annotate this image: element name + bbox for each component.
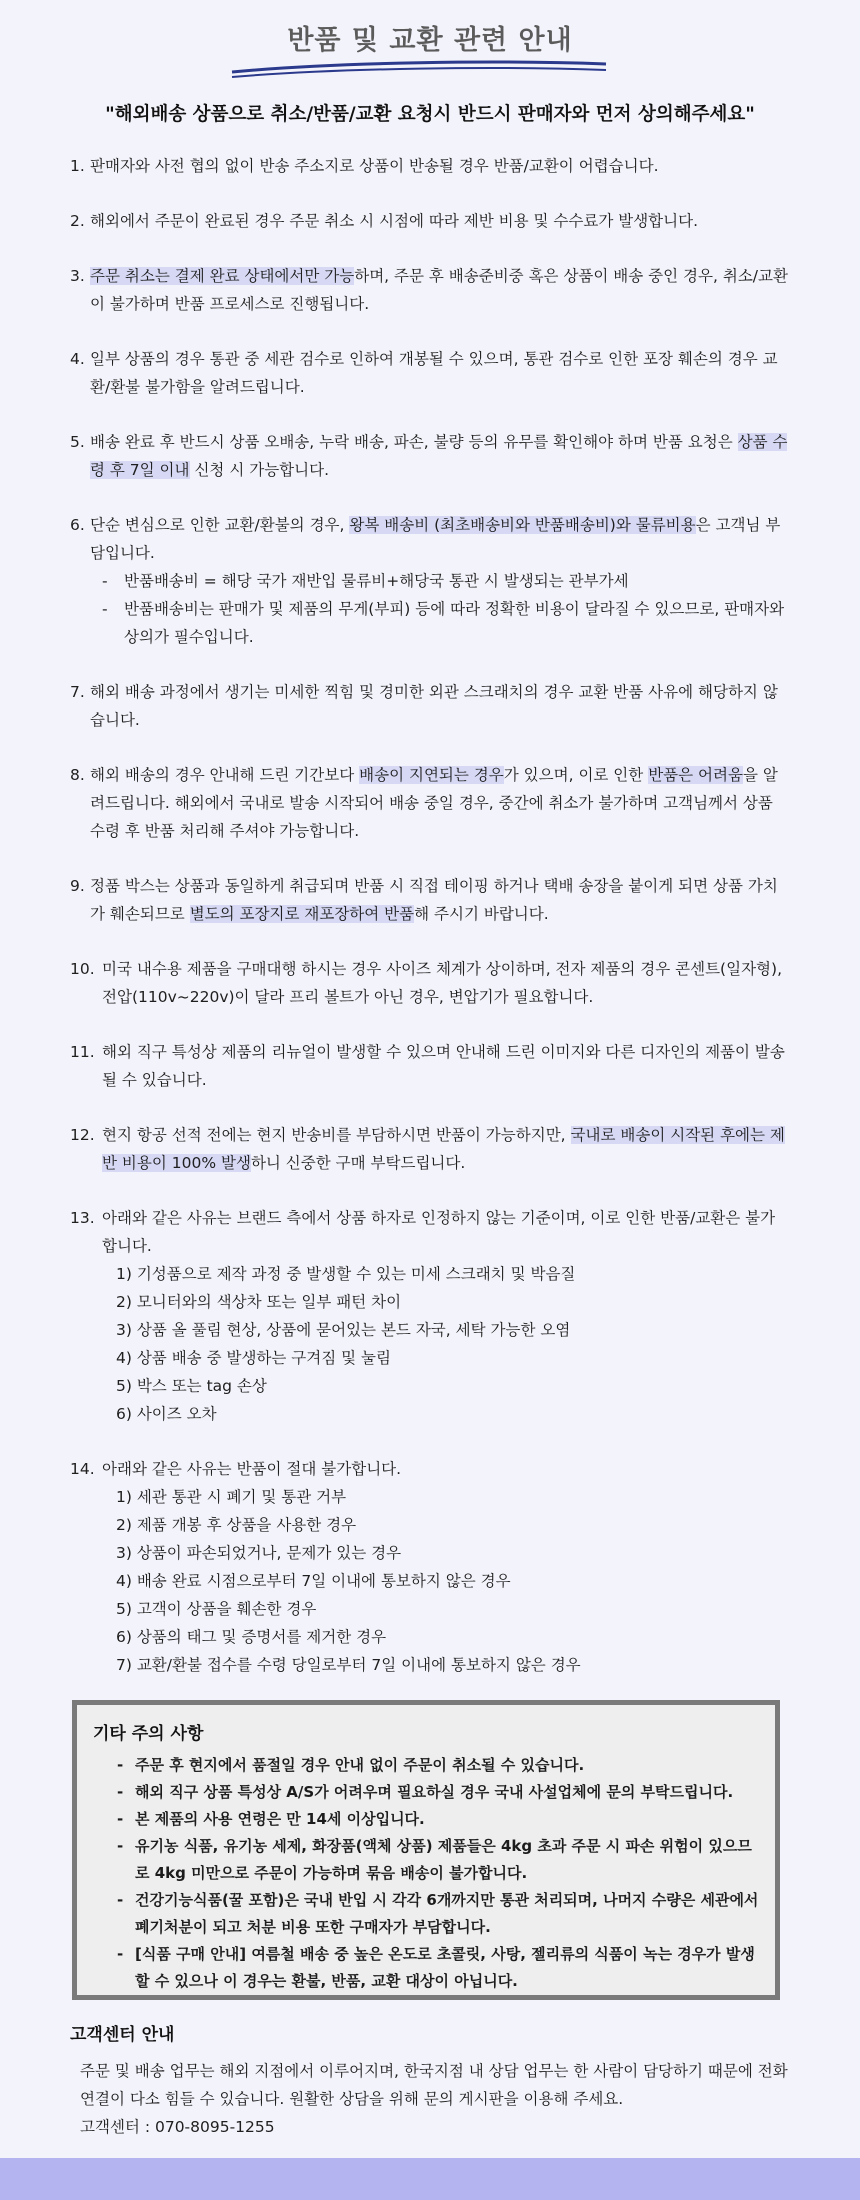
list-item [70, 1038, 790, 1094]
sub-item: 7) 교환/환불 접수를 수령 당일로부터 7일 이내에 통보하지 않은 경우 [116, 1656, 581, 1674]
highlighted-text: 반품은 어려움 [648, 766, 743, 784]
dash-item: - 반품배송비 = 해당 국가 재반입 물류비+해당국 통관 시 발생되는 관부가세 [102, 572, 629, 590]
item-text: 해외 배송 과정에서 생기는 미세한 찍힘 및 경미한 외관 스크래치의 경우 교환 반품 사유에 해당하지 않습니다. [90, 683, 778, 729]
caution-text: 주문 후 현지에서 품절일 경우 안내 없이 주문이 취소될 수 있습니다. [135, 1756, 585, 1774]
caution-item: - 주문 후 현지에서 품절일 경우 안내 없이 주문이 취소될 수 있습니다. [117, 1756, 585, 1774]
caution-item: - [식품 구매 안내] 여름철 배송 중 높은 온도로 초콜릿, 사탕, 젤리류의 식품이 녹는 경우가 발생할 수 있으나 이 경우는 환불, 반품, 교환 대상이 아닙니다. [117, 1945, 755, 1990]
item-number: 13. [70, 1209, 95, 1227]
page-title: 반품 및 교환 관련 안내 [287, 25, 573, 56]
caution-text: [식품 구매 안내] 여름철 배송 중 높은 온도로 초콜릿, 사탕, 젤리류의 식품이 녹는 경우가 발생할 수 있으나 이 경우는 환불, 반품, 교환 대상이 아닙니다. [135, 1945, 755, 1990]
item-text: 정품 박스는 상품과 동일하게 취급되며 반품 시 직접 테이핑 하거나 택배 송장을 붙이게 되면 상품 가치가 훼손되므로 [90, 877, 778, 923]
list-item [70, 1455, 790, 1679]
dash-text: 반품배송비 = 해당 국가 재반입 물류비+해당국 통관 시 발생되는 관부가세 [124, 572, 629, 590]
item-number: 9. [70, 877, 85, 895]
footer-bar [0, 2158, 860, 2200]
dash-text: 반품배송비는 판매가 및 제품의 무게(부피) 등에 따라 정확한 비용이 달라질 수 있으므로, 판매자와 상의가 필수입니다. [124, 600, 785, 646]
caution-text: 해외 직구 상품 특성상 A/S가 어려우며 필요하실 경우 국내 사설업체에 문의 부탁드립니다. [135, 1783, 734, 1801]
item-number: 6. [70, 516, 85, 534]
highlighted-text: 별도의 포장지로 재포장하여 반품 [189, 905, 415, 923]
cs-phone: 고객센터 : 070-8095-1255 [80, 2118, 275, 2136]
item-number: 8. [70, 766, 85, 784]
customer-center [70, 2020, 800, 2141]
list-item [70, 1121, 790, 1177]
title-underline [0, 0, 860, 90]
subtitle: "해외배송 상품으로 취소/반품/교환 요청시 반드시 판매자와 먼저 상의해주세요" [105, 104, 755, 125]
list-item [70, 678, 790, 734]
highlighted-text: 상품 수령 후 7일 이내 [90, 433, 788, 479]
dash-item: - 반품배송비는 판매가 및 제품의 무게(부피) 등에 따라 정확한 비용이 달라질 수 있으므로, 판매자와 상의가 필수입니다. [102, 600, 785, 646]
list-item [70, 345, 790, 401]
sub-item: 5) 고객이 상품을 훼손한 경우 [116, 1600, 317, 1618]
caution-item: - 유기농 식품, 유기농 세제, 화장품(액체 상품) 제품들은 4kg 초과 주문 시 파손 위험이 있으므로 4kg 미만으로 주문이 가능하며 묶음 배송이 불가합니다. [117, 1837, 752, 1882]
cs-body [70, 2057, 800, 2141]
item-text: 을 알려드립니다. 해외에서 국내로 발송 시작되어 배송 중일 경우, 중간에 취소가 불가하며 고객님께서 상품 수령 후 반품 처리해 주셔야 가능합니다. [90, 766, 778, 840]
item-text: 가 있으며, 이로 인한 [503, 766, 649, 784]
item-text: 은 고객님 부담입니다. [90, 516, 781, 562]
item-number: 11. [70, 1043, 95, 1061]
list-item [70, 207, 790, 235]
list-item [70, 511, 790, 651]
caution-text: 본 제품의 사용 연령은 만 14세 이상입니다. [135, 1810, 425, 1828]
item-number: 10. [70, 960, 95, 978]
sub-item: 3) 상품 올 풀림 현상, 상품에 묻어있는 본드 자국, 세탁 가능한 오염 [116, 1321, 571, 1339]
item-number: 1. [70, 157, 85, 175]
caution-box [72, 1700, 780, 2000]
caution-text: 유기농 식품, 유기농 세제, 화장품(액체 상품) 제품들은 4kg 초과 주문 시 파손 위험이 있으므로 4kg 미만으로 주문이 가능하며 묶음 배송이 불가합니다. [135, 1837, 752, 1882]
sub-item: 5) 박스 또는 tag 손상 [116, 1377, 267, 1395]
sub-item: 1) 기성품으로 제작 과정 중 발생할 수 있는 미세 스크래치 및 박음질 [116, 1265, 576, 1283]
highlighted-text: 주문 취소는 결제 완료 상태에서만 가능 [90, 267, 355, 285]
item-text: 판매자와 사전 협의 없이 반송 주소지로 상품이 반송될 경우 반품/교환이 어렵습니다. [90, 157, 659, 175]
item-text: 하니 신중한 구매 부탁드립니다. [250, 1154, 466, 1172]
item-number: 14. [70, 1460, 95, 1478]
sub-item: 6) 상품의 태그 및 증명서를 제거한 경우 [116, 1628, 387, 1646]
item-number: 3. [70, 267, 85, 285]
item-text: 신청 시 가능합니다. [189, 461, 330, 479]
sub-item: 2) 제품 개봉 후 상품을 사용한 경우 [116, 1516, 357, 1534]
list-item [70, 1204, 790, 1428]
item-text: 해외에서 주문이 완료된 경우 주문 취소 시 시점에 따라 제반 비용 및 수수료가 발생합니다. [90, 212, 699, 230]
item-text: 해 주시기 바랍니다. [414, 905, 549, 923]
list-item [70, 761, 790, 845]
item-text: 현지 항공 선적 전에는 현지 반송비를 부담하시면 반품이 가능하지만, [102, 1126, 571, 1144]
item-number: 12. [70, 1126, 95, 1144]
highlighted-text: 배송이 지연되는 경우 [359, 766, 504, 784]
highlighted-text: 왕복 배송비 (최초배송비와 반품배송비)와 물류비용 [349, 516, 696, 534]
item-text: 해외 직구 특성상 제품의 리뉴얼이 발생할 수 있으며 안내해 드린 이미지와 다른 디자인의 제품이 발송될 수 있습니다. [102, 1043, 785, 1089]
item-text: 일부 상품의 경우 통관 중 세관 검수로 인하여 개봉될 수 있으며, 통관 검수로 인한 포장 훼손의 경우 교환/환불 불가함을 알려드립니다. [90, 350, 778, 396]
sub-item: 1) 세관 통관 시 폐기 및 통관 거부 [116, 1488, 347, 1506]
item-number: 4. [70, 350, 85, 368]
sub-item: 2) 모니터와의 색상차 또는 일부 패턴 차이 [116, 1293, 402, 1311]
item-text: 하며, 주문 후 배송준비중 혹은 상품이 배송 중인 경우, 취소/교환이 불가하며 반품 프로세스로 진행됩니다. [90, 267, 788, 313]
item-text: 해외 배송의 경우 안내해 드린 기간보다 [90, 766, 360, 784]
list-item [70, 872, 790, 928]
caution-item: - 본 제품의 사용 연령은 만 14세 이상입니다. [117, 1810, 425, 1828]
list-item [70, 152, 790, 180]
item-text: 미국 내수용 제품을 구매대행 하시는 경우 사이즈 체계가 상이하며, 전자 제품의 경우 콘센트(일자형), 전압(110v~220v)이 달라 프리 볼트가 아닌 경우, 변압기가 필요합니다. [102, 960, 782, 1006]
list-item [70, 428, 790, 484]
item-number: 7. [70, 683, 85, 701]
sub-item: 3) 상품이 파손되었거나, 문제가 있는 경우 [116, 1544, 402, 1562]
item-number: 2. [70, 212, 85, 230]
list-item [70, 262, 790, 318]
item-text: 아래와 같은 사유는 반품이 절대 불가합니다. [102, 1460, 402, 1478]
item-text: 배송 완료 후 반드시 상품 오배송, 누락 배송, 파손, 불량 등의 유무를 확인해야 하며 반품 요청은 [90, 433, 738, 451]
item-text: 단순 변심으로 인한 교환/환불의 경우, [90, 516, 350, 534]
caution-item: - 해외 직구 상품 특성상 A/S가 어려우며 필요하실 경우 국내 사설업체에 문의 부탁드립니다. [117, 1783, 734, 1801]
notice-list [70, 152, 790, 1706]
cs-title: 고객센터 안내 [70, 2025, 175, 2045]
list-item [70, 955, 790, 1011]
caution-item: - 건강기능식품(꿀 포함)은 국내 반입 시 각각 6개까지만 통관 처리되며, 나머지 수량은 세관에서 폐기처분이 되고 처분 비용 또한 구매자가 부담합니다. [117, 1891, 759, 1936]
item-number: 5. [70, 433, 85, 451]
highlighted-text: 국내로 배송이 시작된 후에는 제반 비용이 100% 발생 [102, 1126, 785, 1172]
caution-title: 기타 주의 사항 [93, 1724, 204, 1744]
item-text: 아래와 같은 사유는 브랜드 측에서 상품 하자로 인정하지 않는 기준이며, 이로 인한 반품/교환은 불가합니다. [102, 1209, 776, 1255]
sub-item: 4) 상품 배송 중 발생하는 구겨짐 및 눌림 [116, 1349, 391, 1367]
cs-text: 주문 및 배송 업무는 해외 지점에서 이루어지며, 한국지점 내 상담 업무는 한 사람이 담당하기 때문에 전화 연결이 다소 힘들 수 있습니다. 원활한 상담을 위해 문의 게시판을 이용해 주세요. [80, 2062, 788, 2108]
sub-item: 6) 사이즈 오차 [116, 1405, 217, 1423]
sub-item: 4) 배송 완료 시점으로부터 7일 이내에 통보하지 않은 경우 [116, 1572, 511, 1590]
caution-text: 건강기능식품(꿀 포함)은 국내 반입 시 각각 6개까지만 통관 처리되며, 나머지 수량은 세관에서 폐기처분이 되고 처분 비용 또한 구매자가 부담합니다. [135, 1891, 759, 1936]
